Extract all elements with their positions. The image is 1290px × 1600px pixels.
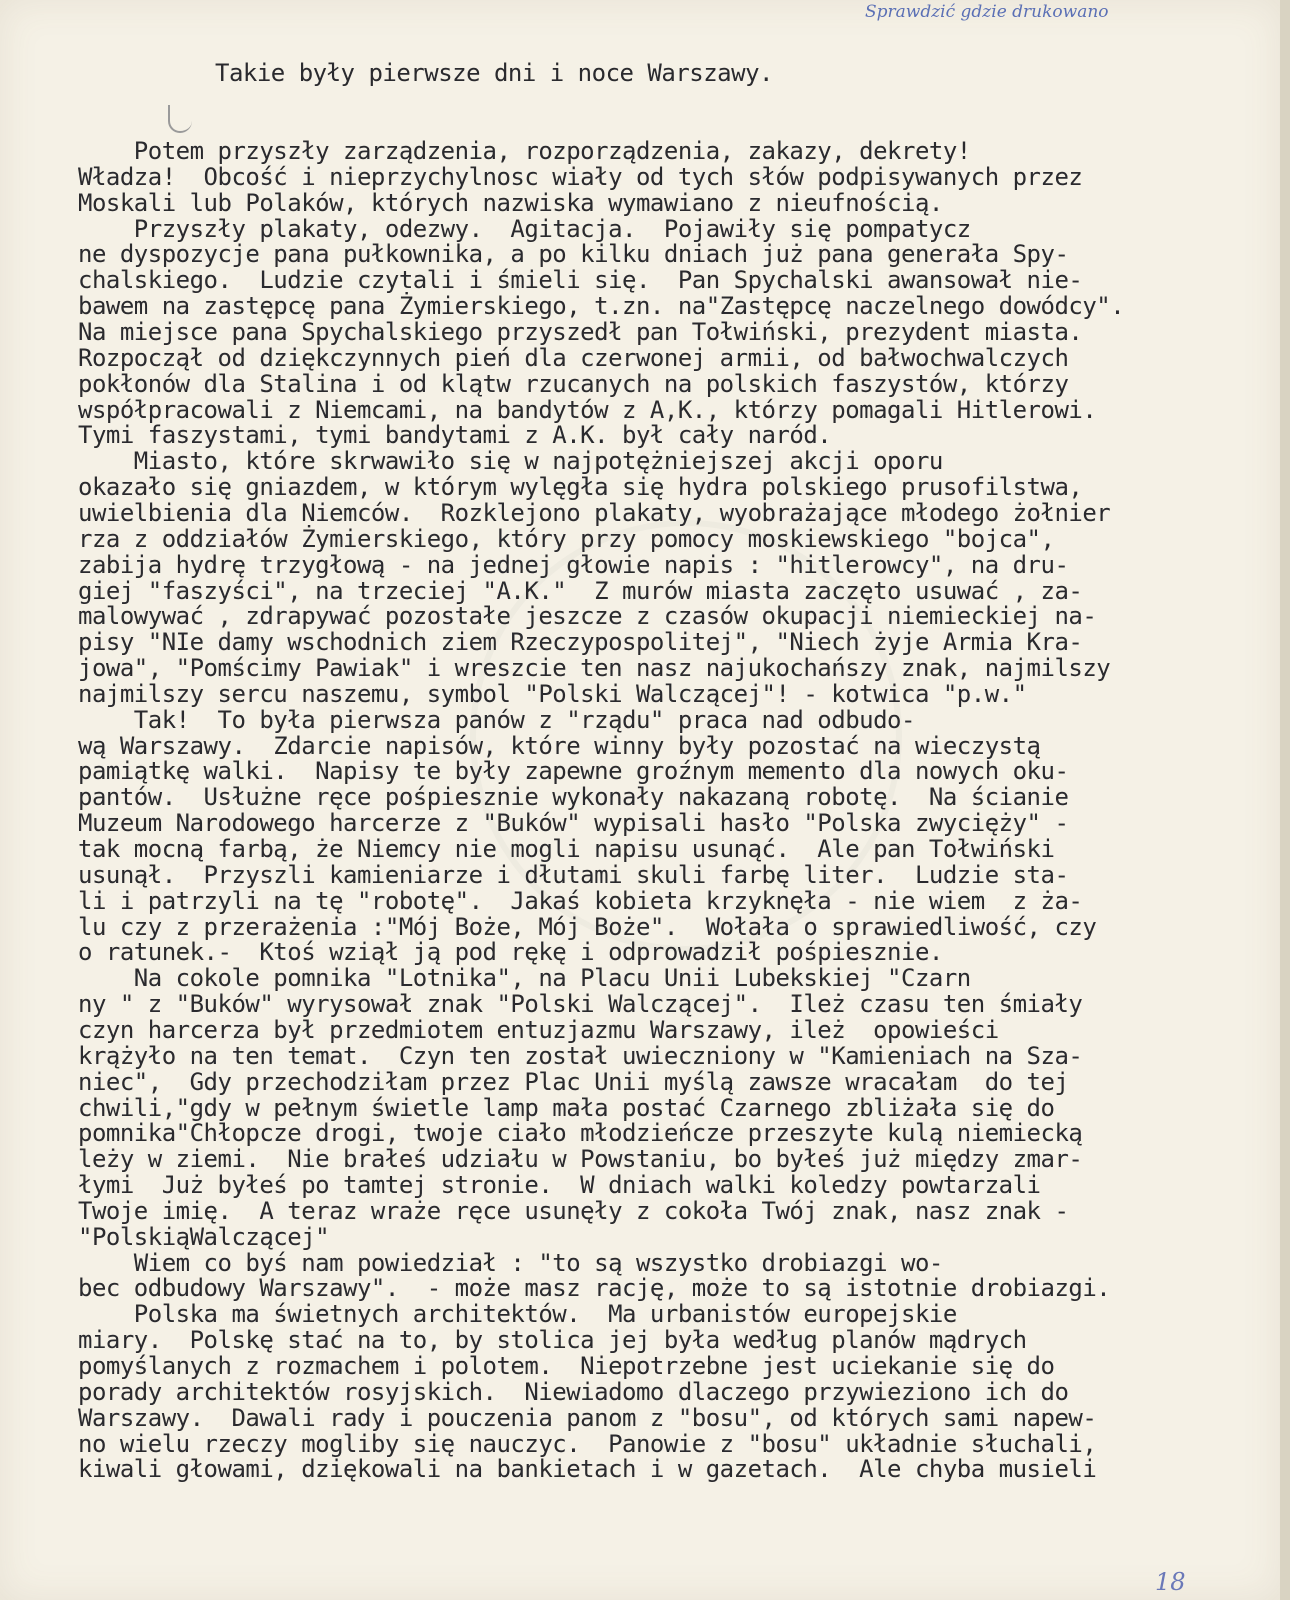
text-line: pisy "NIe damy wschodnich ziem Rzeczypospolitej", "Niech żyje Armia Kra- bbox=[78, 628, 1083, 657]
text-line: Twoje imię. A teraz wraże ręce usunęły z cokoła Twój znak, nasz znak - bbox=[78, 1196, 1069, 1225]
text-line: Miasto, które skrwawiło się w najpotężniejszej akcji oporu bbox=[78, 447, 943, 476]
text-line: li i patrzyli na tę "robotę". Jakaś kobieta krzyknęła - nie wiem z ża- bbox=[78, 886, 1083, 915]
text-line: Na cokole pomnika "Lotnika", na Placu Unii Lubekskiej "Czarn bbox=[78, 964, 971, 993]
text-line: usunął. Przyszli kamieniarze i dłutami skuli farbę liter. Ludzie sta- bbox=[78, 860, 1069, 889]
text-line: malowywać , zdrapywać pozostałe jeszcze z czasów okupacji niemieckiej na- bbox=[78, 602, 1097, 631]
text-line: Rozpoczął od dziękczynnych pień dla czerwonej armii, od bałwochwalczych bbox=[78, 343, 1069, 372]
text-line: giej "faszyści", na trzeciej "A.K." Z murów miasta zaczęto usuwać , za- bbox=[78, 576, 1083, 605]
text-line: zabija hydrę trzygłową - na jednej głowie napis : "hitlerowcy", na dru- bbox=[78, 550, 1069, 579]
text-line: rza z oddziałów Żymierskiego, który przy pomocy moskiewskiego "bojca", bbox=[78, 524, 1055, 553]
text-line: no wielu rzeczy mogliby się nauczyc. Panowie z "bosu" układnie słuchali, bbox=[78, 1429, 1097, 1458]
text-line: Polska ma świetnych architektów. Ma urbanistów europejskie bbox=[78, 1300, 957, 1329]
text-line: porady architektów rosyjskich. Niewiadomo dlaczego przywieziono ich do bbox=[78, 1377, 1069, 1406]
text-line: najmilszy sercu naszemu, symbol "Polski Walczącej"! - kotwica "p.w." bbox=[78, 679, 1027, 708]
text-line: łymi Już byłeś po tamtej stronie. W dniach walki koledzy powtarzali bbox=[78, 1171, 1041, 1199]
text-line: Władza! Obcość i nieprzychylnosc wiały od tych słów podpisywanych przez bbox=[78, 162, 1083, 191]
text-line: bawem na zastępcę pana Żymierskiego, t.zn. na"Zastępcę naczelnego dowódcy". bbox=[78, 292, 1125, 321]
text-line: Tymi faszystami, tymi bandytami z A.K. był cały naród. bbox=[78, 421, 832, 450]
text-line: Przyszły plakaty, odezwy. Agitacja. Pojawiły się pompatycz bbox=[78, 214, 971, 243]
text-line: Na miejsce pana Spychalskiego przyszedł pan Tołwiński, prezydent miasta. bbox=[78, 318, 1083, 346]
text-line: Warszawy. Dawali rady i pouczenia panom z "bosu", od których sami napew- bbox=[78, 1403, 1097, 1432]
text-line: chalskiego. Ludzie czytali i śmieli się. Pan Spychalski awansował nie- bbox=[78, 266, 1083, 295]
pencil-mark bbox=[168, 105, 192, 133]
text-line: miary. Polskę stać na to, by stolica jej była według planów mądrych bbox=[78, 1326, 1027, 1355]
text-line: ny " z "Buków" wyrysował znak "Polski Walczącej". Ileż czasu ten śmiały bbox=[78, 990, 1083, 1019]
text-line: okazało się gniazdem, w którym wylęgła się hydra polskiego prusofilstwa, bbox=[78, 473, 1083, 502]
text-line: bec odbudowy Warszawy". - może masz rację, może to są istotnie drobiazgi. bbox=[78, 1274, 1111, 1303]
page-number: 18 bbox=[1155, 1568, 1186, 1596]
text-line: pokłonów dla Stalina i od klątw rzucanych na polskich faszystów, którzy bbox=[78, 369, 1069, 398]
text-line: krążyło na ten temat. Czyn ten został uwieczniony w "Kamieniach na Sza- bbox=[78, 1041, 1083, 1070]
text-line: Tak! To była pierwsza panów z "rządu" praca nad odbudo- bbox=[78, 705, 915, 734]
text-line: współpracowali z Niemcami, na bandytów z A,K., którzy pomagali Hitlerowi. bbox=[78, 395, 1097, 424]
text-line: niec", Gdy przechodziłam przez Plac Unii myślą zawsze wracałam do tej bbox=[78, 1067, 1069, 1096]
page-edge bbox=[1280, 0, 1290, 1600]
text-line: o ratunek.- Ktoś wziął ją pod rękę i odprowadził pośpiesznie. bbox=[78, 938, 943, 967]
text-line: pomyślanych z rozmachem i polotem. Niepotrzebne jest uciekanie się do bbox=[78, 1352, 1055, 1380]
text-line: jowa", "Pomścimy Pawiak" i wreszcie ten nasz najukochańszy znak, najmilszy bbox=[78, 654, 1111, 682]
text-line: "PolskiąWalczącej" bbox=[78, 1222, 330, 1251]
page-title: Takie były pierwsze dni i noce Warszawy. bbox=[215, 59, 773, 87]
handwritten-note: Sprawdzić gdzie drukowano bbox=[865, 2, 1109, 22]
text-line: pomnika"Chłopcze drogi, twoje ciało młodzieńcze przeszyte kulą niemiecką bbox=[78, 1119, 1083, 1148]
text-line: Muzeum Narodowego harcerze z "Buków" wypisali hasło "Polska zwycięży" - bbox=[78, 809, 1069, 838]
text-line: czyn harcerza był przedmiotem entuzjazmu Warszawy, ileż opowieści bbox=[78, 1015, 999, 1044]
text-line: Wiem co byś nam powiedział : "to są wszystko drobiazgi wo- bbox=[78, 1248, 943, 1277]
text-line: pamiątkę walki. Napisy te były zapewne groźnym memento dla nowych oku- bbox=[78, 757, 1069, 786]
text-line: wą Warszawy. Zdarcie napisów, które winny były pozostać na wieczystą bbox=[78, 731, 1041, 760]
text-line: chwili,"gdy w pełnym świetle lamp mała postać Czarnego zbliżała się do bbox=[78, 1093, 1055, 1122]
text-line: uwielbienia dla Niemców. Rozklejono plakaty, wyobrażające młodego żołnier bbox=[78, 498, 1111, 527]
text-line: kiwali głowami, dziękowali na bankietach i w gazetach. Ale chyba musieli bbox=[78, 1455, 1097, 1484]
text-line: lu czy z przerażenia :"Mój Boże, Mój Boże". Wołała o sprawiedliwość, czy bbox=[78, 912, 1097, 941]
text-line: pantów. Usłużne ręce pośpiesznie wykonały nakazaną robotę. Na ścianie bbox=[78, 783, 1069, 812]
text-line: tak mocną farbą, że Niemcy nie mogli napisu usunąć. Ale pan Tołwiński bbox=[78, 835, 1055, 863]
text-line: Potem przyszły zarządzenia, rozporządzenia, zakazy, dekrety! bbox=[78, 137, 971, 165]
text-line: ne dyspozycje pana pułkownika, a po kilku dniach już pana generała Spy- bbox=[78, 240, 1069, 269]
text-line: Moskali lub Polaków, których nazwiska wymawiano z nieufnością. bbox=[78, 188, 943, 217]
text-line: leży w ziemi. Nie brałeś udziału w Powstaniu, bo byłeś już między zmar- bbox=[78, 1145, 1083, 1174]
